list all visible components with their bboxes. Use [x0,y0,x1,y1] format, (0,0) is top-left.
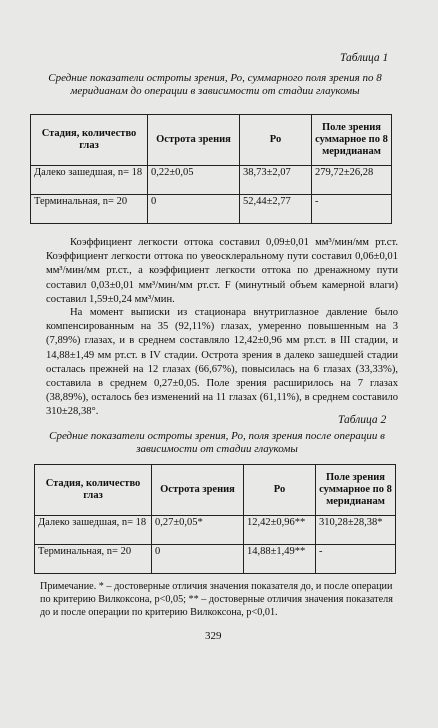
footnote: Примечание. * – достоверные отличия значения показателя до, и после операции по критерию Вилкоксона, p<0,05; ** – достоверные отличия значения показателя до и после операции по критерию Вилкоксона, p<0,01. [40,581,393,618]
paragraph-text: Коэффициент легкости оттока составил 0,09±0,01 мм³/мин/мм рт.ст. Коэффициент легкости оттока по увеосклеральному пути составил 0,06±0,01 мм³/мин/мм рт.ст., а коэффициент легкости оттока по дренажному пути составил 0,03±0,01 мм³/мин/мм рт.ст. F (минутный объем камерной влаги) составил 1,59±0,24 мм³/мин. [46,237,398,305]
table-cell: 38,73±2,07 [240,166,312,195]
table1-header-po: Ро [240,115,312,166]
table-cell: - [316,545,396,574]
table1-label: Таблица 1 [340,52,389,64]
table-cell: 0,22±0,05 [148,166,240,195]
table1-header-acuity: Острота зрения [148,115,240,166]
table1-caption: Средние показатели остроты зрения, Ро, суммарного поля зрения по 8 меридианам до операции в зависимости от стадии глаукомы [48,72,382,97]
table-cell: 0,27±0,05* [152,516,244,545]
paragraph-outflow [46,236,398,307]
page-number: 329 [205,630,222,642]
table1-header-row [31,115,392,166]
table2-header-field: Поле зрения суммарное по 8 меридианам [316,465,396,516]
paragraph-discharge [46,306,398,420]
table-cell: Далеко зашедшая, n= 18 [31,166,148,195]
table2-caption: Средние показатели остроты зрения, Ро, поля зрения после операции в зависимости от стадии глаукомы [49,430,385,455]
table-row [35,545,396,574]
table2-header-acuity: Острота зрения [152,465,244,516]
table-row [31,195,392,224]
table-cell: 310,28±28,38* [316,516,396,545]
table1 [30,114,392,224]
table-cell: 279,72±26,28 [312,166,392,195]
table2 [34,464,396,574]
table-cell: 0 [148,195,240,224]
table-cell: 52,44±2,77 [240,195,312,224]
table-row [35,516,396,545]
table-cell: Терминальная, n= 20 [31,195,148,224]
table2-label: Таблица 2 [338,414,387,426]
table-cell: Далеко зашедшая, n= 18 [35,516,152,545]
table-row [31,166,392,195]
table-cell: Терминальная, n= 20 [35,545,152,574]
paragraph-text: На момент выписки из стационара внутриглазное давление было компенсированным на 35 (92,11%) глазах, умеренно повышенным на 3 (7,89%) глазах, и в среднем составляло 12,42±0,96 мм рт.ст. в III стадии, и 14,88±1,49 мм рт.ст. в IV стадии. Острота зрения в далеко зашедшей стадии осталась прежней на 12 глазах (66,67%), повысилась на 6 глазах (33,33%), составила в среднем 0,27±0,05. Поле зрения расширилось на 7 глазах (38,89%), осталось без изменений на 11 глазах (61,11%), в среднем составило 310±28,38°. [46,307,398,418]
table2-header-stage: Стадия, количество глаз [35,465,152,516]
table-cell: - [312,195,392,224]
table2-header-po: Ро [244,465,316,516]
table-cell: 12,42±0,96** [244,516,316,545]
table1-header-field: Поле зрения суммарное по 8 меридианам [312,115,392,166]
table-cell: 14,88±1,49** [244,545,316,574]
table1-header-stage: Стадия, количество глаз [31,115,148,166]
table-cell: 0 [152,545,244,574]
table2-header-row [35,465,396,516]
